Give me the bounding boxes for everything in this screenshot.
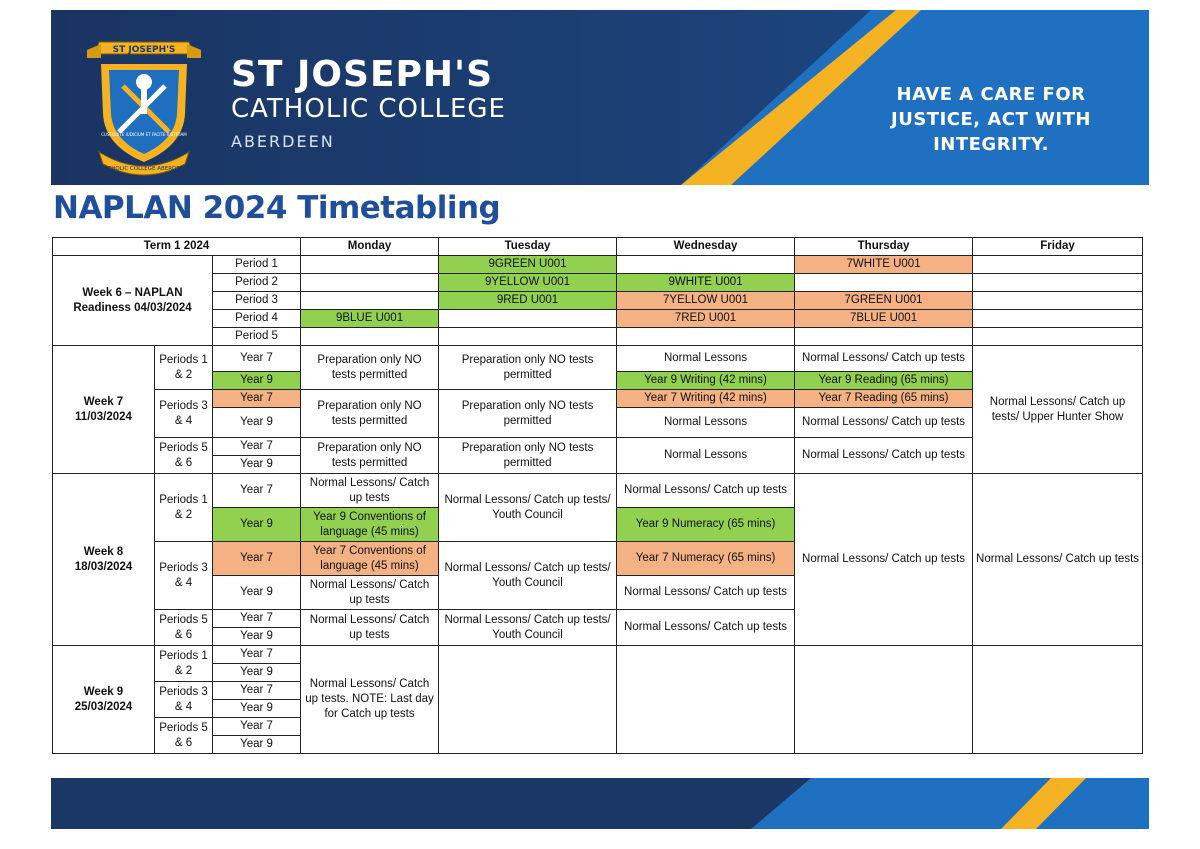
cell: Year 7 Writing (42 mins) <box>617 390 795 408</box>
school-motto <box>871 82 1111 157</box>
year-label: Year 9 <box>213 372 301 390</box>
periods-label: Periods 1 & 2 <box>155 346 213 390</box>
cell: Year 9 Conventions of language (45 mins) <box>301 508 439 542</box>
school-name: ST JOSEPH'S <box>231 54 493 95</box>
wednesday-header: Wednesday <box>617 238 795 256</box>
cell: Normal Lessons <box>617 438 795 474</box>
cell <box>795 328 973 346</box>
periods-label: Periods 3 & 4 <box>155 390 213 438</box>
week8-label: Week 8 18/03/2024 <box>53 474 155 646</box>
cell <box>301 274 439 292</box>
year-label: Year 7 <box>213 474 301 508</box>
cell: 9RED U001 <box>439 292 617 310</box>
friday-header: Friday <box>973 238 1143 256</box>
cell: Normal Lessons/ Catch up tests <box>795 474 973 646</box>
cell: 9GREEN U001 <box>439 256 617 274</box>
cell <box>973 256 1143 274</box>
year-label: Year 7 <box>213 718 301 736</box>
term-header: Term 1 2024 <box>53 238 301 256</box>
cell: Normal Lessons/ Catch up tests <box>795 346 973 372</box>
periods-label: Periods 1 & 2 <box>155 474 213 542</box>
year-label: Year 9 <box>213 456 301 474</box>
cell: Normal Lessons/ Catch up tests <box>301 474 439 508</box>
table-row <box>53 292 1143 310</box>
cell: 7YELLOW U001 <box>617 292 795 310</box>
table-row <box>53 474 1143 508</box>
cell: Normal Lessons/ Catch up tests/ Youth Council <box>439 610 617 646</box>
period-label: Period 5 <box>213 328 301 346</box>
periods-label: Periods 5 & 6 <box>155 610 213 646</box>
cell: Normal Lessons <box>617 408 795 438</box>
cell: Preparation only NO tests permitted <box>439 438 617 474</box>
footer-background <box>51 778 1149 829</box>
year-label: Year 7 <box>213 646 301 664</box>
period-label: Period 2 <box>213 274 301 292</box>
year-label: Year 9 <box>213 664 301 682</box>
college-crest-logo <box>79 24 209 176</box>
periods-label: Periods 3 & 4 <box>155 682 213 718</box>
cell <box>439 328 617 346</box>
cell: Normal Lessons/ Catch up tests. NOTE: Last day for Catch up tests <box>301 646 439 754</box>
cell: Normal Lessons/ Catch up tests <box>795 438 973 474</box>
table-row <box>53 328 1143 346</box>
cell: Year 9 Writing (42 mins) <box>617 372 795 390</box>
monday-header: Monday <box>301 238 439 256</box>
motto-line-1: HAVE A CARE FOR <box>896 84 1086 105</box>
svg-text:CATHOLIC COLLEGE ABERDEEN: CATHOLIC COLLEGE ABERDEEN <box>100 166 188 172</box>
week7-label: Week 7 11/03/2024 <box>53 346 155 474</box>
year-label: Year 9 <box>213 700 301 718</box>
cell: Normal Lessons/ Catch up tests <box>301 576 439 610</box>
year-label: Year 9 <box>213 408 301 438</box>
cell: Normal Lessons/ Catch up tests/ Upper Hunter Show <box>973 346 1143 474</box>
school-town: ABERDEEN <box>231 132 335 151</box>
cell: Preparation only NO tests permitted <box>439 346 617 390</box>
year-label: Year 7 <box>213 682 301 700</box>
cell: Normal Lessons/ Catch up tests <box>795 408 973 438</box>
table-row <box>53 646 1143 664</box>
cell <box>301 328 439 346</box>
week9-label: Week 9 25/03/2024 <box>53 646 155 754</box>
footer-banner <box>51 778 1149 829</box>
cell: Normal Lessons/ Catch up tests <box>617 474 795 508</box>
cell: Year 9 Reading (65 mins) <box>795 372 973 390</box>
table-row <box>53 310 1143 328</box>
cell: 7WHITE U001 <box>795 256 973 274</box>
year-label: Year 9 <box>213 508 301 542</box>
cell: Year 7 Reading (65 mins) <box>795 390 973 408</box>
week6-label: Week 6 – NAPLAN Readiness 04/03/2024 <box>53 256 213 346</box>
header-banner <box>51 10 1149 185</box>
cell: 9YELLOW U001 <box>439 274 617 292</box>
cell: 7RED U001 <box>617 310 795 328</box>
naplan-timetable <box>52 237 1143 754</box>
year-label: Year 7 <box>213 438 301 456</box>
cell: Normal Lessons/ Catch up tests <box>301 610 439 646</box>
table-row <box>53 346 1143 372</box>
cell <box>795 274 973 292</box>
table-row <box>53 274 1143 292</box>
cell: Year 7 Conventions of language (45 mins) <box>301 542 439 576</box>
cell <box>973 328 1143 346</box>
tuesday-header: Tuesday <box>439 238 617 256</box>
page-title: NAPLAN 2024 Timetabling <box>53 190 501 226</box>
cell: Preparation only NO tests permitted <box>301 346 439 390</box>
cell: 7BLUE U001 <box>795 310 973 328</box>
cell <box>617 646 795 754</box>
cell: 7GREEN U001 <box>795 292 973 310</box>
period-label: Period 3 <box>213 292 301 310</box>
year-label: Year 7 <box>213 542 301 576</box>
periods-label: Periods 1 & 2 <box>155 646 213 682</box>
cell: Year 9 Numeracy (65 mins) <box>617 508 795 542</box>
cell: Normal Lessons/ Catch up tests <box>973 474 1143 646</box>
cell: Normal Lessons/ Catch up tests/ Youth Council <box>439 542 617 610</box>
cell <box>973 646 1143 754</box>
year-label: Year 9 <box>213 576 301 610</box>
periods-label: Periods 5 & 6 <box>155 438 213 474</box>
cell <box>617 328 795 346</box>
period-label: Period 1 <box>213 256 301 274</box>
cell: 9BLUE U001 <box>301 310 439 328</box>
period-label: Period 4 <box>213 310 301 328</box>
cell <box>973 310 1143 328</box>
motto-line-3: INTEGRITY. <box>933 134 1049 155</box>
periods-label: Periods 3 & 4 <box>155 542 213 610</box>
year-label: Year 7 <box>213 346 301 372</box>
cell: Preparation only NO tests permitted <box>439 390 617 438</box>
cell: Normal Lessons <box>617 346 795 372</box>
thursday-header: Thursday <box>795 238 973 256</box>
table-row <box>53 256 1143 274</box>
svg-text:CUSTODITE IUDICIUM ET FACITE I: CUSTODITE IUDICIUM ET FACITE IUSTITIAM <box>101 132 187 137</box>
year-label: Year 7 <box>213 390 301 408</box>
cell <box>439 310 617 328</box>
cell <box>301 256 439 274</box>
cell <box>439 646 617 754</box>
school-subtitle: CATHOLIC COLLEGE <box>231 94 506 124</box>
motto-line-2: JUSTICE, ACT WITH <box>891 109 1091 130</box>
year-label: Year 9 <box>213 628 301 646</box>
periods-label: Periods 5 & 6 <box>155 718 213 754</box>
cell <box>973 292 1143 310</box>
cell: Normal Lessons/ Catch up tests <box>617 610 795 646</box>
year-label: Year 9 <box>213 736 301 754</box>
cell: 9WHITE U001 <box>617 274 795 292</box>
cell: Preparation only NO tests permitted <box>301 438 439 474</box>
cell <box>795 646 973 754</box>
svg-text:ST JOSEPH'S: ST JOSEPH'S <box>112 45 176 55</box>
cell: Normal Lessons/ Catch up tests/ Youth Council <box>439 474 617 542</box>
cell: Normal Lessons/ Catch up tests <box>617 576 795 610</box>
cell: Preparation only NO tests permitted <box>301 390 439 438</box>
cell: Year 7 Numeracy (65 mins) <box>617 542 795 576</box>
cell <box>973 274 1143 292</box>
header-row <box>53 238 1143 256</box>
cell <box>301 292 439 310</box>
year-label: Year 7 <box>213 610 301 628</box>
cell <box>617 256 795 274</box>
